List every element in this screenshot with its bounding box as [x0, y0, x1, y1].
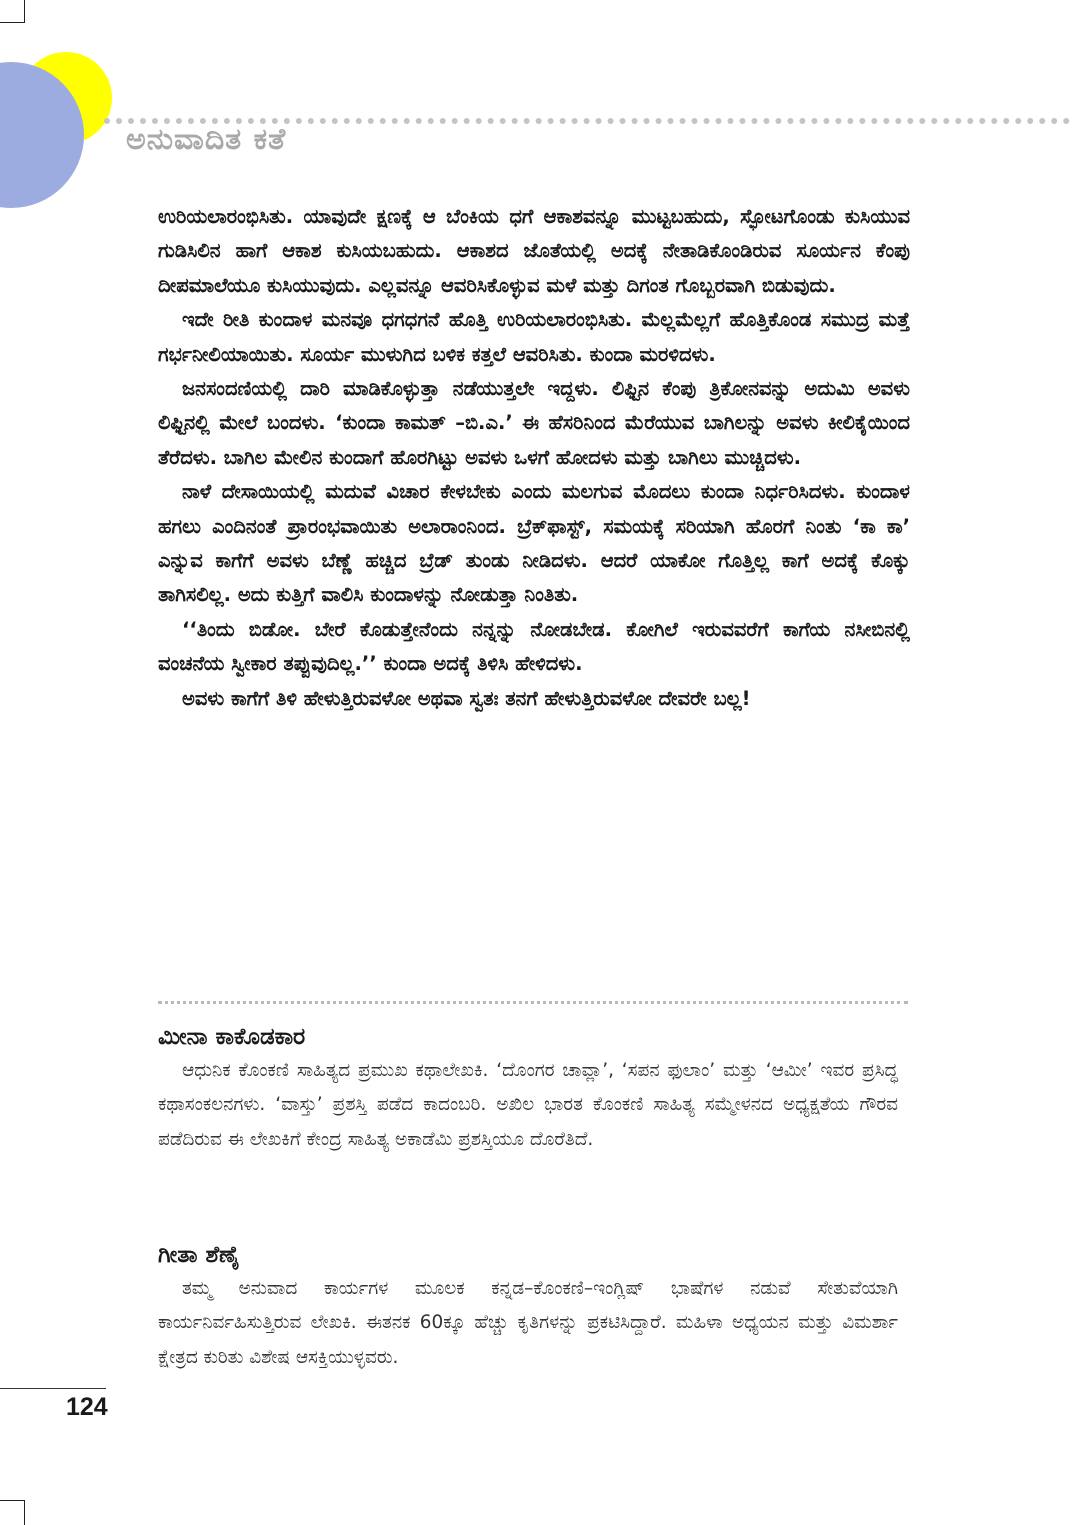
section-divider	[158, 1001, 908, 1004]
story-body	[158, 200, 910, 716]
page-number: 124	[66, 1393, 108, 1421]
crop-mark-bottom-vertical	[24, 1500, 25, 1525]
author-name: ಮೀನಾ ಕಾಕೊಡಕಾರ	[158, 1024, 306, 1050]
translator-name: ಗೀತಾ ಶೆಣೈ	[158, 1242, 240, 1268]
author-bio: ಆಧುನಿಕ ಕೊಂಕಣಿ ಸಾಹಿತ್ಯದ ಪ್ರಮುಖ ಕಥಾಲೇಖಕಿ. ‘ದೊಂಗರ ಚಾವ್ಲಾ’, ‘ಸಪನ ಫುಲಾಂ’ ಮತ್ತು ‘ಆಮೀ’ ಇವರ ಪ್ರಸಿದ್ಧ ಕಥಾಸಂಕಲನಗಳು. ‘ವಾಸ್ತು’ ಪ್ರಶಸ್ತಿ ಪಡೆದ ಕಾದಂಬರಿ. ಅಖಿಲ ಭಾರತ ಕೊಂಕಣಿ ಸಾಹಿತ್ಯ ಸಮ್ಮೇಳನದ ಅಧ್ಯಕ್ಷತೆಯ ಗೌರವ ಪಡೆದಿರುವ ಈ ಲೇಖಕಿಗೆ ಕೇಂದ್ರ ಸಾಹಿತ್ಯ ಅಕಾಡೆಮಿ ಪ್ರಶಸ್ತಿಯೂ ದೊರೆತಿದೆ.	[158, 1060, 898, 1150]
story-paragraph: ಅವಳು ಕಾಗೆಗೆ ತಿಳಿ ಹೇಳುತ್ತಿರುವಳೋ ಅಥವಾ ಸ್ವತಃ ತನಗೆ ಹೇಳುತ್ತಿರುವಳೋ ದೇವರೇ ಬಲ್ಲ!	[182, 686, 751, 710]
section-title: ಅನುವಾದಿತ ಕತೆ	[126, 122, 287, 157]
translator-bio: ತಮ್ಮ ಅನುವಾದ ಕಾರ್ಯಗಳ ಮೂಲಕ ಕನ್ನಡ–ಕೊಂಕಣಿ–ಇಂಗ್ಲಿಷ್ ಭಾಷೆಗಳ ನಡುವೆ ಸೇತುವೆಯಾಗಿ ಕಾರ್ಯನಿರ್ವಹಿಸುತ್ತಿರುವ ಲೇಖಕಿ. ಈತನಕ 60ಕ್ಕೂ ಹೆಚ್ಚು ಕೃತಿಗಳನ್ನು ಪ್ರಕಟಿಸಿದ್ದಾರೆ. ಮಹಿಳಾ ಅಧ್ಯಯನ ಮತ್ತು ವಿಮರ್ಶಾ ಕ್ಷೇತ್ರದ ಕುರಿತು ವಿಶೇಷ ಆಸಕ್ತಿಯುಳ್ಳವರು.	[158, 1278, 898, 1368]
author-note-author	[158, 1020, 898, 1157]
story-paragraph: ಇದೇ ರೀತಿ ಕುಂದಾಳ ಮನವೂ ಧಗಧಗನೆ ಹೊತ್ತಿ ಉರಿಯಲಾರಂಭಿಸಿತು. ಮೆಲ್ಲಮೆಲ್ಲಗೆ ಹೊತ್ತಿಕೊಂಡ ಸಮುದ್ರ ಮತ್ತೆ ಗರ್ಭನೀಲಿಯಾಯಿತು. ಸೂರ್ಯ ಮುಳುಗಿದ ಬಳಿಕ ಕತ್ತಲೆ ಆವರಿಸಿತು. ಕುಂದಾ ಮರಳಿದಳು.	[158, 308, 910, 366]
story-paragraph: ಜನಸಂದಣಿಯಲ್ಲಿ ದಾರಿ ಮಾಡಿಕೊಳ್ಳುತ್ತಾ ನಡೆಯುತ್ತಲೇ ಇದ್ದಳು. ಲಿಫ್ಟಿನ ಕೆಂಪು ತ್ರಿಕೋನವನ್ನು ಅದುಮಿ ಅವಳು ಲಿಫ್ಟಿನಲ್ಲಿ ಮೇಲೆ ಬಂದಳು. ‘ಕುಂದಾ ಕಾಮತ್ –ಬಿ.ಎ.’ ಈ ಹೆಸರಿನಿಂದ ಮೆರೆಯುವ ಬಾಗಿಲನ್ನು ಅವಳು ಕೀಲಿಕೈಯಿಂದ ತೆರೆದಳು. ಬಾಗಿಲ ಮೇಲಿನ ಕುಂದಾಗೆ ಹೊರಗಿಟ್ಟು ಅವಳು ಒಳಗೆ ಹೋದಳು ಮತ್ತು ಬಾಗಿಲು ಮುಚ್ಚಿದಳು.	[158, 377, 910, 469]
crop-mark-top-horizontal	[0, 22, 25, 23]
crop-mark-top-vertical	[24, 0, 25, 22]
story-paragraph: ‘‘ತಿಂದು ಬಿಡೋ. ಬೇರೆ ಕೊಡುತ್ತೇನೆಂದು ನನ್ನನ್ನು ನೋಡಬೇಡ. ಕೋಗಿಲೆ ಇರುವವರೆಗೆ ಕಾಗೆಯ ನಸೀಬಿನಲ್ಲಿ ವಂಚನೆಯ ಸ್ವೀಕಾರ ತಪ್ಪುವುದಿಲ್ಲ.’’ ಕುಂದಾ ಅದಕ್ಕೆ ತಿಳಿಸಿ ಹೇಳಿದಳು.	[158, 617, 910, 676]
crop-mark-bottom-horizontal	[0, 1500, 25, 1501]
story-paragraph: ಉರಿಯಲಾರಂಭಿಸಿತು. ಯಾವುದೇ ಕ್ಷಣಕ್ಕೆ ಆ ಬೆಂಕಿಯ ಧಗೆ ಆಕಾಶವನ್ನೂ ಮುಟ್ಟಬಹುದು, ಸ್ಫೋಟಗೊಂಡು ಕುಸಿಯುವ ಗುಡಿಸಿಲಿನ ಹಾಗೆ ಆಕಾಶ ಕುಸಿಯಬಹುದು. ಆಕಾಶದ ಜೊತೆಯಲ್ಲಿ ಅದಕ್ಕೆ ನೇತಾಡಿಕೊಂಡಿರುವ ಸೂರ್ಯನ ಕೆಂಪು ದೀಪಮಾಲೆಯೂ ಕುಸಿಯುವುದು. ಎಲ್ಲವನ್ನೂ ಆವರಿಸಿಕೊಳ್ಳುವ ಮಳೆ ಮತ್ತು ದಿಗಂತ ಗೊಬ್ಬರವಾಗಿ ಬಿಡುವುದು.	[158, 205, 910, 297]
author-note-translator	[158, 1238, 898, 1375]
story-paragraph: ನಾಳೆ ದೇಸಾಯಿಯಲ್ಲಿ ಮದುವೆ ವಿಚಾರ ಕೇಳಬೇಕು ಎಂದು ಮಲಗುವ ಮೊದಲು ಕುಂದಾ ನಿರ್ಧರಿಸಿದಳು. ಕುಂದಾಳ ಹಗಲು ಎಂದಿನಂತೆ ಪ್ರಾರಂಭವಾಯಿತು ಅಲಾರಾಂನಿಂದ. ಬ್ರೆಕ್‌ಫಾಸ್ಟ್, ಸಮಯಕ್ಕೆ ಸರಿಯಾಗಿ ಹೊರಗೆ ನಿಂತು ‘ಕಾ ಕಾ’ ಎನ್ನುವ ಕಾಗೆಗೆ ಅವಳು ಬೆಣ್ಣೆ ಹಚ್ಚಿದ ಬ್ರೆಡ್ ತುಂಡು ನೀಡಿದಳು. ಆದರೆ ಯಾಕೋ ಗೊತ್ತಿಲ್ಲ ಕಾಗೆ ಅದಕ್ಕೆ ಕೊಕ್ಕು ತಾಗಿಸಲಿಲ್ಲ. ಅದು ಕುತ್ತಿಗೆ ವಾಲಿಸಿ ಕುಂದಾಳನ್ನು ನೋಡುತ್ತಾ ನಿಂತಿತು.	[158, 480, 910, 607]
page-number-rule	[0, 1388, 106, 1389]
